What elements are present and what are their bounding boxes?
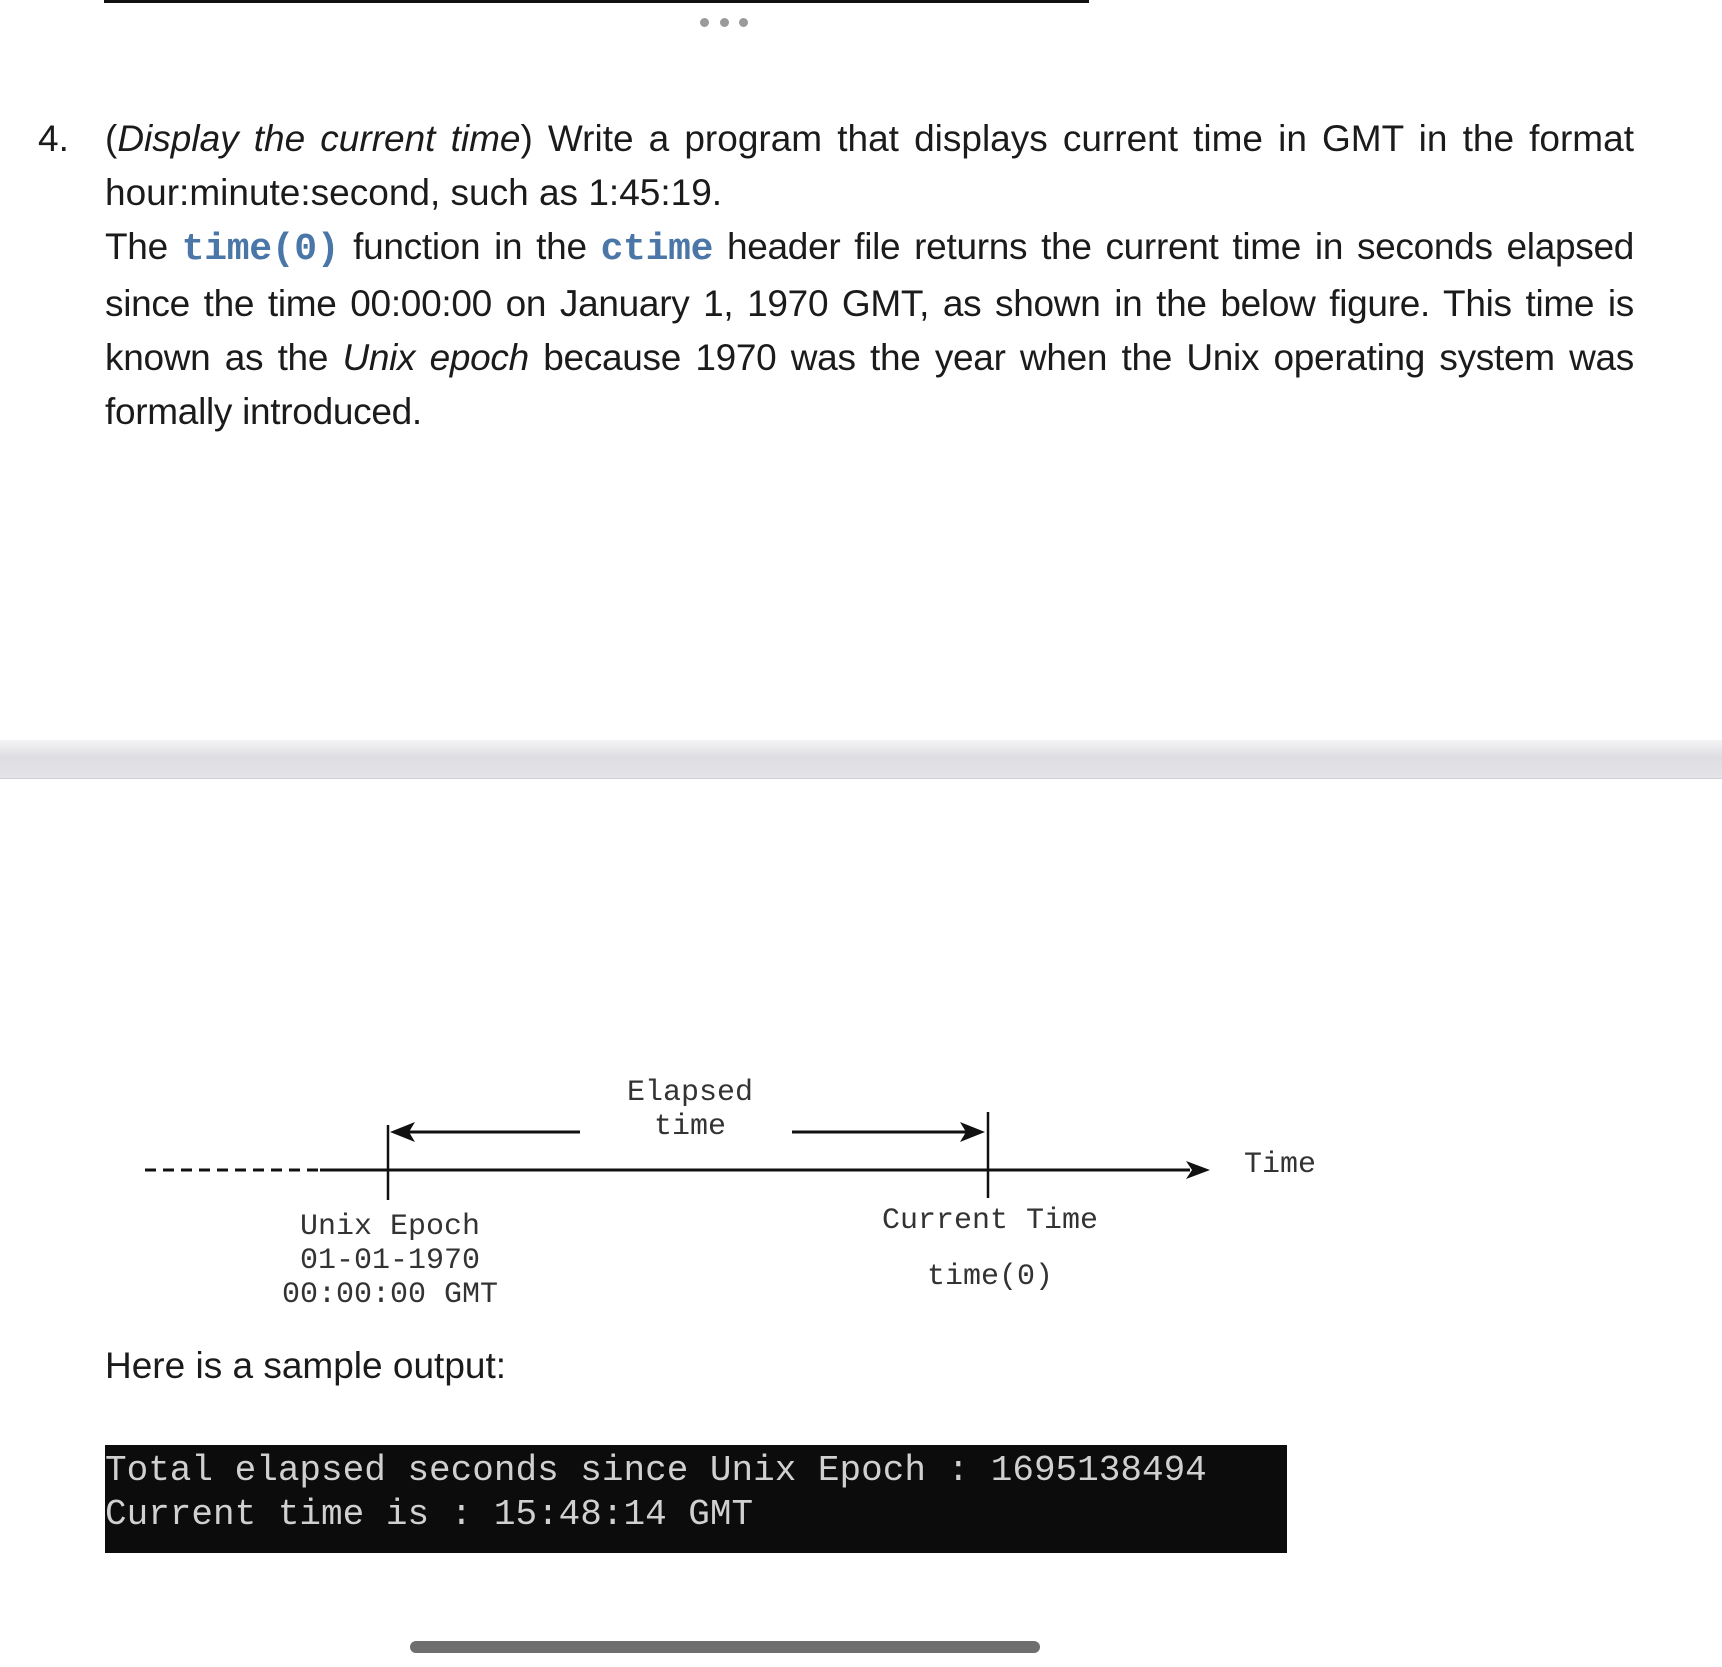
time0-label: time(0) [926, 1260, 1054, 1294]
problem-title: Display the current time [117, 118, 521, 159]
elapsed-time-label: Elapsed time [626, 1076, 754, 1144]
unix-epoch-label: Unix Epoch 01-01-1970 00:00:00 GMT [281, 1210, 499, 1312]
more-options-icon[interactable] [700, 18, 748, 27]
code-ctime: ctime [600, 228, 714, 271]
page-divider [0, 740, 1722, 779]
console-output [105, 1445, 1287, 1553]
explanation-text-3: header file returns the current time in seconds elapsed since the time 00:00:00 on January 1, 1970 GMT, as shown in the below figure. This time is known as the [105, 226, 1635, 378]
console-line-1: Total elapsed seconds since Unix Epoch : 1695138494 [105, 1450, 1207, 1491]
top-rule [104, 0, 1089, 3]
term-unix-epoch: Unix epoch [342, 337, 529, 378]
time-axis-label: Time [1243, 1148, 1316, 1182]
problem-intro: (Display the current time) Write a program that displays current time in GMT in the format hour:minute:second, such as 1:45:19. [105, 118, 1634, 213]
explanation-text-4: because 1970 was the year when the Unix operating system was formally introduced. [105, 337, 1635, 432]
sample-output-label: Here is a sample output: [105, 1345, 507, 1386]
explanation-text-1: The [105, 226, 182, 267]
home-indicator[interactable] [410, 1641, 1040, 1653]
problem-number: 4. [38, 118, 69, 159]
current-time-label: Current Time [881, 1204, 1099, 1238]
console-line-2: Current time is : 15:48:14 GMT [105, 1494, 754, 1535]
problem-intro-text: Write a program that displays current time in GMT in the format hour:minute:second, such as 1:45:19. [105, 118, 1634, 213]
unix-epoch-figure [0, 1070, 1722, 1350]
problem-statement [38, 112, 1634, 439]
explanation-text-2: function in the [339, 226, 601, 267]
problem-explanation [105, 220, 1634, 439]
code-time0: time(0) [181, 228, 340, 271]
